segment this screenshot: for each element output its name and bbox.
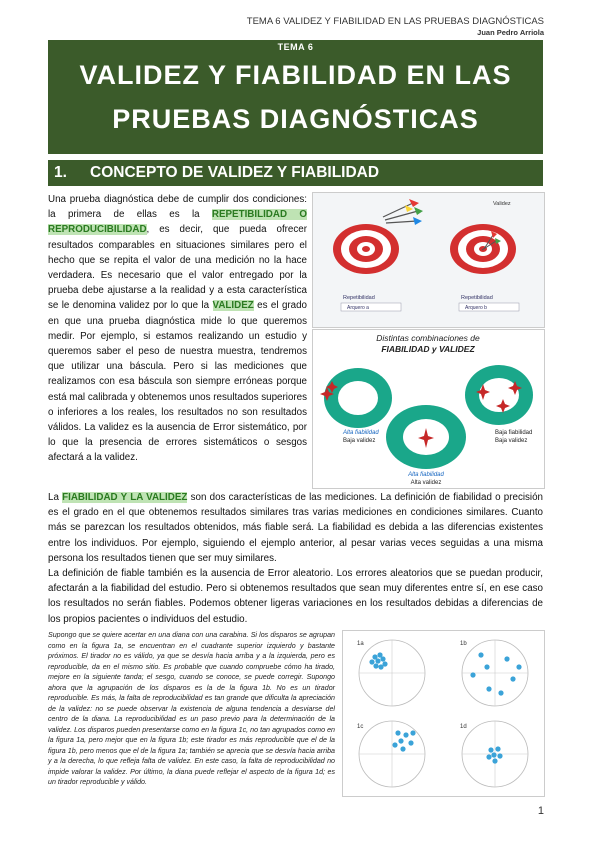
fig1-label-top: Validez bbox=[493, 201, 511, 207]
fig1-right-sub: Arquero b bbox=[465, 305, 487, 311]
fig2-left-a: Alta fiabilidad bbox=[343, 430, 379, 436]
ring-icon-right bbox=[465, 365, 533, 425]
target-1d bbox=[460, 721, 528, 787]
label-1b: 1b bbox=[460, 641, 467, 647]
para1-text-b: , es decir, que pueda ofrecer resultados comparables en situaciones similares pero el hecho que se repita el valor de una medición no la hace verdadera. Es necesario que el valor entregado por la prueba debe ajustarse a la realidad y a esta característica se le denomina validez por lo que la bbox=[48, 224, 307, 312]
target-1b bbox=[460, 640, 528, 706]
banner-tema: TEMA 6 bbox=[277, 42, 314, 52]
banner-title-line2: PRUEBAS DIAGNÓSTICAS bbox=[112, 104, 479, 134]
highlight-validez: VALIDEZ bbox=[212, 300, 254, 312]
page-number: 1 bbox=[537, 805, 544, 817]
highlight-fiabilidad-validez: FIABILIDAD Y LA VALIDEZ bbox=[62, 492, 188, 503]
fig2-title-line2: FIABILIDAD y VALIDEZ bbox=[381, 344, 475, 354]
header-title: TEMA 6 VALIDEZ Y FIABILIDAD EN LAS PRUEBAS DIAGNÓSTICAS bbox=[246, 16, 544, 27]
target-1a bbox=[357, 640, 425, 706]
highlight-repetibilidad: REPETIBILIDAD O REPRODUCIBILIDAD bbox=[48, 209, 307, 236]
label-1a: 1a bbox=[357, 641, 364, 647]
paragraph-carabina-example: Supongo que se quiere acertar en una diana con una carabina. Si los disparos se agrupan como en la figura 1a, se encuentran en el cuadrante superior izquierdo y bastante próximos. El tirador no es válido, ya que se desvía hacia arriba y a la izquierda, pero es reproducible, da en el mismo sitio. Es probable que cuando compruebe cómo ha tirado, mejore en la siguiente tanda; el sesgo, cuando se conoce, se puede corregir. Supongo ahora que la agrupación de los disparos es la de la figura 1b. No es un tirador reproducible. Es más, la falta de reproducibilidad es tan grande que dificulta la apreciación de la validez: no se puede observar la existencia de alguna tendencia a desviarse del centro de la diana. La reproducibilidad es un paso previo para la determinación de la validez. Los disparos pueden presentarse como en la figura 1c, no tan agrupados como en la figura 1a, pero mejor que en la figura 1b; este tirador es más reproducible que el de la figura 1b, pero menos que el de la figura 1a; también se aprecia que se desvía hacia arriba y a la derecha, lo que refleja falta de validez. En este caso, la falta de reproducibilidad no impide valorar la validez. Por último, la diana puede reflejar el aspecto de la figura 1d; es un tirador reproducible y válido. bbox=[48, 631, 335, 786]
figure-archery-targets bbox=[312, 192, 545, 328]
ring-icon-left bbox=[320, 368, 392, 428]
section-number: 1. bbox=[54, 164, 67, 181]
para2-text-a: La bbox=[48, 492, 63, 503]
label-1d: 1d bbox=[460, 724, 467, 730]
running-header bbox=[247, 16, 544, 37]
para2-first bbox=[48, 490, 543, 566]
target-icon-right bbox=[450, 224, 516, 274]
para2-text-b: son dos características de las mediciones. La definición de fiabilidad o precisión es el grado en el que obtenemos resultados similares tras varias mediciones en condiciones similares. Cuanto más se parezcan los resultados obtenidos, más fiable será. La fiabilidad es debida a las diferencias existentes entre los individuos. Por ejemplo, siguiendo el ejemplo anterior, al pesar varias veces seguidas a una misma persona los resultados tienen que ser muy similares. bbox=[48, 492, 544, 564]
figure-reliability-validity bbox=[312, 329, 545, 489]
title-banner bbox=[48, 40, 543, 154]
fig2-bottom-a: Alta fiabilidad bbox=[408, 472, 444, 478]
para2-text-c: La definición de fiable también es la ausencia de Error aleatorio. Los errores aleatorios que se puedan producir, afectarán a la fiabilidad del estudio. Pero si obtenemos resultados que sean muy diferentes entre sí, en ese caso los resultados no serán fiables. Podemos obtener ligeras variaciones en los resultados debidas a diferencias de los propios pacientes o individuos del estudio. bbox=[48, 568, 543, 625]
fig2-right-b: Baja validez bbox=[495, 438, 528, 444]
fig1-left-sub: Arquero a bbox=[347, 305, 369, 311]
section-title: CONCEPTO DE VALIDEZ Y FIABILIDAD bbox=[90, 164, 380, 181]
fig2-right-a: Baja fiabilidad bbox=[495, 430, 533, 436]
paragraph-validez bbox=[48, 192, 307, 466]
para1-text-c: es el grado en que una prueba diagnóstica mide lo que queremos medir. Por ejemplo, si estamos realizando un estudio y queremos saber el peso de nuestra muestra, tendremos que utilizar una báscula. Pero si las mediciones que realizamos con esa báscula son siempre erróneas porque está mal calibrada y obtenemos unos resultados superiores o inferiores a los reales, los resultados no son resultados válidos. La validez es la ausencia de Error sistemático, por lo que la presencia de errores sistemáticos o sesgos afectará a la validez. bbox=[48, 300, 307, 464]
paragraph-fiabilidad bbox=[48, 490, 543, 627]
fig1-right-caption: Repetibilidad bbox=[461, 295, 493, 301]
header-author: Juan Pedro Arriola bbox=[477, 28, 544, 37]
fig2-left-b: Baja validez bbox=[343, 438, 376, 444]
target-1c bbox=[357, 721, 425, 787]
fig1-left-caption: Repetibilidad bbox=[343, 295, 375, 301]
fig2-bottom-b: Alta validez bbox=[410, 480, 442, 486]
fig2-title-line1: Distintas combinaciones de bbox=[376, 333, 480, 343]
banner-title-line1: VALIDEZ Y FIABILIDAD EN LAS bbox=[79, 60, 512, 90]
ring-icon-bottom bbox=[386, 405, 466, 469]
label-1c: 1c bbox=[357, 724, 364, 730]
section-heading bbox=[48, 160, 543, 186]
para1-text-a: Una prueba diagnóstica debe de cumplir dos condiciones: la primera de ellas es la bbox=[48, 194, 307, 221]
figure-shot-groupings bbox=[342, 630, 545, 797]
